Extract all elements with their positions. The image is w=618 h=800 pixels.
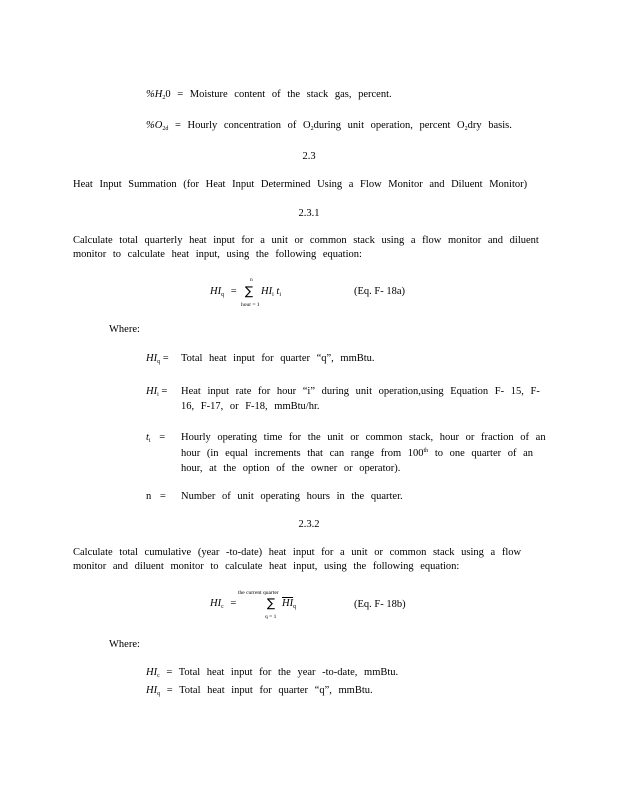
def-n: n = xyxy=(146,491,166,502)
def-text: Total heat input for the year -to-date, mmBtu. xyxy=(178,667,399,678)
def-text: Heat input rate for hour “i” during unit operation,using Equation F- 15, F- xyxy=(181,386,540,397)
def-text: Total heat input for quarter “q”, mmBtu. xyxy=(181,353,375,364)
def-text: 16, F-17, or F-18, mmBtu/hr. xyxy=(181,401,320,412)
paragraph-line: Calculate total cumulative (year -to-date) heat input for a unit or common stack using a flow xyxy=(73,547,522,558)
sum-upper-limit: n xyxy=(250,277,253,283)
summation-symbol: ∑ xyxy=(267,596,276,610)
def-moisture: $\%H_20$ = Moisture content of the stack gas, percent. xyxy=(146,89,392,101)
sum-lower-limit: hour = 1 xyxy=(241,302,260,308)
where-label: Where: xyxy=(109,324,140,335)
eq-term: HI xyxy=(261,286,273,297)
def-text: Moisture content of the stack gas, percent. xyxy=(189,89,392,100)
sum-lower-limit: q = 1 xyxy=(265,614,277,620)
def-text: Hourly operating time for the unit or common stack, hour or fraction of an xyxy=(181,432,546,443)
def-hii: $HI_i$ = xyxy=(146,386,168,398)
paragraph-line: monitor and diluent monitor to calculate heat input, using the following equation: xyxy=(73,561,460,572)
section-title-2-3: Heat Input Summation (for Heat Input Determined Using a Flow Monitor and Diluent Monitor) xyxy=(73,179,528,190)
equation-label: (Eq. F- 18a) xyxy=(354,286,406,297)
section-number-2-3-1: 2.3.1 xyxy=(298,208,320,219)
summation-symbol: ∑ xyxy=(245,284,254,298)
where-label: Where: xyxy=(109,639,140,650)
def-hic: $HI_c$ = Total heat input for the year -to-date, mmBtu. xyxy=(146,667,399,679)
paragraph-line: monitor to calculate heat input, using the following equation: xyxy=(73,249,362,260)
paragraph-line: Calculate total quarterly heat input for a unit or common stack using a flow monitor and diluent xyxy=(73,235,539,246)
sum-upper-limit: the current quarter xyxy=(238,590,279,596)
def-ti: $t_i$ = xyxy=(146,432,166,444)
def-text: Number of unit operating hours in the quarter. xyxy=(181,491,403,502)
section-number-2-3-2: 2.3.2 xyxy=(298,519,320,530)
eq-lhs: HI xyxy=(210,598,222,609)
def-symbol: %O xyxy=(146,120,163,131)
def-hiq-2: $HI_q$ = Total heat input for quarter “q”, mmBtu. xyxy=(146,685,373,697)
def-hiq: $HI_q$ = xyxy=(146,353,169,365)
def-text: hour (in equal increments that can range from 100th to one quarter of an xyxy=(181,448,534,459)
equation-label: (Eq. F- 18b) xyxy=(354,599,406,610)
def-symbol: %H xyxy=(146,89,163,100)
eq-term: $\overline{HI}$ xyxy=(282,598,294,609)
eq-lhs: HI xyxy=(210,286,222,297)
def-text: hour, at the option of the owner or operator). xyxy=(181,463,401,474)
def-oxygen: $\%O_{2d}$ = Hourly concentration of $O_2during$ unit operation, percent $O_2dry$ basis. xyxy=(146,120,512,132)
section-number-2-3: 2.3 xyxy=(302,151,316,162)
def-text: Total heat input for quarter “q”, mmBtu. xyxy=(179,685,373,696)
